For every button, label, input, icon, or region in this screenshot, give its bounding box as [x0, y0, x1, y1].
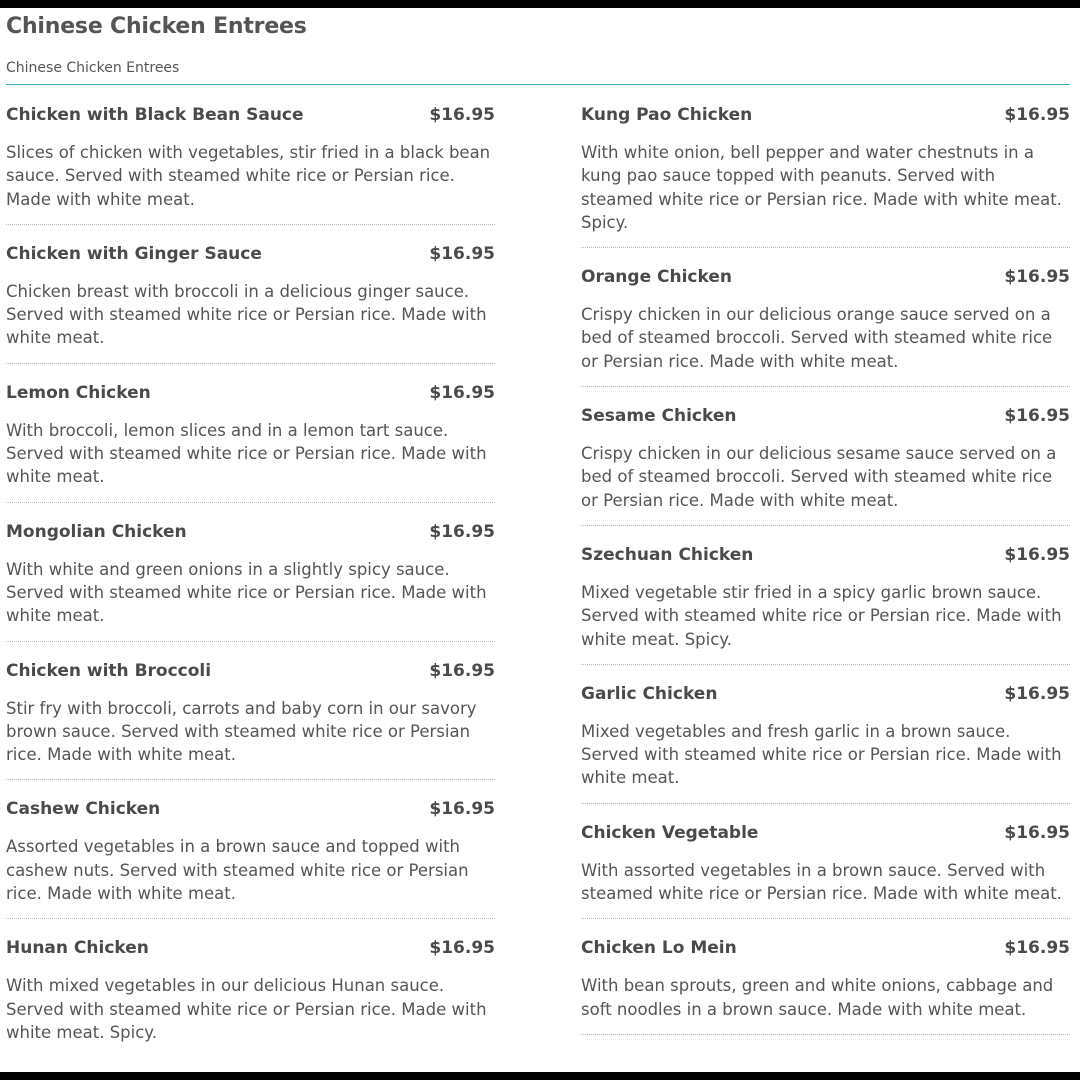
menu-item-price: $16.95: [429, 382, 495, 403]
menu-item-name: Chicken Lo Mein: [581, 938, 737, 959]
menu-item-description: With white and green onions in a slightly spicy sauce. Served with steamed white rice or Persian rice. Made with white meat.: [6, 559, 487, 626]
breadcrumb: Chinese Chicken Entrees: [6, 60, 180, 76]
menu-item-description: Mixed vegetable stir fried in a spicy garlic brown sauce. Served with steamed white rice or Persian rice. Made with white meat. Spicy.: [581, 582, 1062, 649]
menu-item[interactable]: [581, 823, 1070, 920]
menu-item-name: Cashew Chicken: [6, 799, 161, 820]
section-divider: [6, 84, 1070, 85]
menu-item-price: $16.95: [1004, 105, 1070, 125]
menu-item-name: Sesame Chicken: [581, 406, 737, 427]
menu-item-name: Chicken with Ginger Sauce: [6, 243, 262, 264]
menu-item-price: $16.95: [1004, 267, 1070, 288]
item-divider: [6, 363, 495, 364]
menu-item-price: $16.95: [1004, 406, 1070, 427]
menu-item-description: With white onion, bell pepper and water chestnuts in a kung pao sauce topped with peanuts. Served with steamed white rice or Persian rice. Made with white meat. Spicy.: [581, 143, 1062, 232]
menu-item-description: Crispy chicken in our delicious orange sauce served on a bed of steamed broccoli. Served with steamed white rice or Persian rice. Made with white meat.: [581, 305, 1053, 371]
menu-item[interactable]: [6, 938, 495, 1044]
item-divider: [581, 525, 1070, 526]
menu-item-description: Mixed vegetables and fresh garlic in a brown sauce. Served with steamed white rice or Persian rice. Made with white meat.: [581, 721, 1062, 788]
item-divider: [581, 664, 1070, 665]
menu-item-price: $16.95: [429, 105, 495, 125]
menu-item[interactable]: [6, 522, 495, 642]
menu-item[interactable]: [581, 938, 1070, 1035]
item-divider: [581, 1034, 1070, 1035]
menu-item[interactable]: [581, 684, 1070, 804]
menu-item-price: $16.95: [429, 660, 495, 681]
menu-item-description: Assorted vegetables in a brown sauce and topped with cashew nuts. Served with steamed white rice or Persian rice. Made with white meat.: [6, 837, 469, 904]
menu-item-price: $16.95: [429, 521, 495, 542]
menu-item-price: $16.95: [1004, 683, 1070, 704]
menu-item-description: Crispy chicken in our delicious sesame sauce served on a bed of steamed broccoli. Served with steamed white rice or Persian rice. Made with white meat.: [581, 444, 1057, 510]
item-divider: [581, 803, 1070, 804]
menu-column-right: [581, 105, 1070, 1054]
menu-item[interactable]: [581, 267, 1070, 387]
item-divider: [581, 386, 1070, 387]
menu-item[interactable]: [6, 105, 495, 225]
menu-item[interactable]: [6, 383, 495, 503]
menu-item[interactable]: [6, 661, 495, 781]
menu-item-price: $16.95: [1004, 822, 1070, 843]
menu-item-description: With bean sprouts, green and white onions, cabbage and soft noodles in a brown sauce. Made with white meat.: [581, 976, 1054, 1019]
menu-item-name: Orange Chicken: [581, 267, 732, 288]
menu-item-description: Slices of chicken with vegetables, stir fried in a black bean sauce. Served with steamed white rice or Persian rice. Made with white meat.: [6, 143, 491, 209]
menu-item-name: Chicken with Broccoli: [6, 660, 212, 681]
menu-item[interactable]: [581, 105, 1070, 248]
menu-item-description: With assorted vegetables in a brown sauce. Served with steamed white rice or Persian rice. Made with white meat.: [581, 860, 1062, 904]
item-divider: [6, 502, 495, 503]
item-divider: [6, 918, 495, 919]
menu-item-name: Chicken with Black Bean Sauce: [6, 105, 304, 125]
item-divider: [6, 224, 495, 225]
menu-item-name: Lemon Chicken: [6, 382, 151, 403]
menu-item-price: $16.95: [429, 243, 495, 264]
menu-item-price: $16.95: [1004, 544, 1070, 565]
menu-item-price: $16.95: [429, 799, 495, 820]
menu-item-name: Mongolian Chicken: [6, 521, 187, 542]
item-divider: [6, 641, 495, 642]
menu-item-description: With mixed vegetables in our delicious Hunan sauce. Served with steamed white rice or Persian rice. Made with white meat. Spicy.: [6, 976, 487, 1042]
menu-column-left: [6, 105, 495, 1044]
menu-item[interactable]: [581, 406, 1070, 526]
menu-item-name: Chicken Vegetable: [581, 822, 759, 843]
item-divider: [6, 779, 495, 780]
menu-item-price: $16.95: [429, 938, 495, 959]
page-title: Chinese Chicken Entrees: [6, 14, 307, 39]
menu-item[interactable]: [6, 799, 495, 919]
menu-item-description: Chicken breast with broccoli in a delicious ginger sauce. Served with steamed white rice or Persian rice. Made with white meat.: [6, 281, 487, 348]
menu-item-description: With broccoli, lemon slices and in a lemon tart sauce. Served with steamed white rice or Persian rice. Made with white meat.: [6, 420, 487, 487]
menu-item-description: Stir fry with broccoli, carrots and baby corn in our savory brown sauce. Served with steamed white rice or Persian rice. Made with white meat.: [6, 698, 477, 765]
menu-item-name: Kung Pao Chicken: [581, 105, 753, 125]
menu-item[interactable]: [581, 545, 1070, 665]
menu-item[interactable]: [6, 244, 495, 364]
item-divider: [581, 918, 1070, 919]
menu-item-name: Szechuan Chicken: [581, 544, 754, 565]
menu-item-name: Hunan Chicken: [6, 938, 149, 959]
menu-item-name: Garlic Chicken: [581, 683, 718, 704]
item-divider: [581, 247, 1070, 248]
menu-page: [0, 8, 1080, 1072]
menu-item-price: $16.95: [1004, 938, 1070, 959]
